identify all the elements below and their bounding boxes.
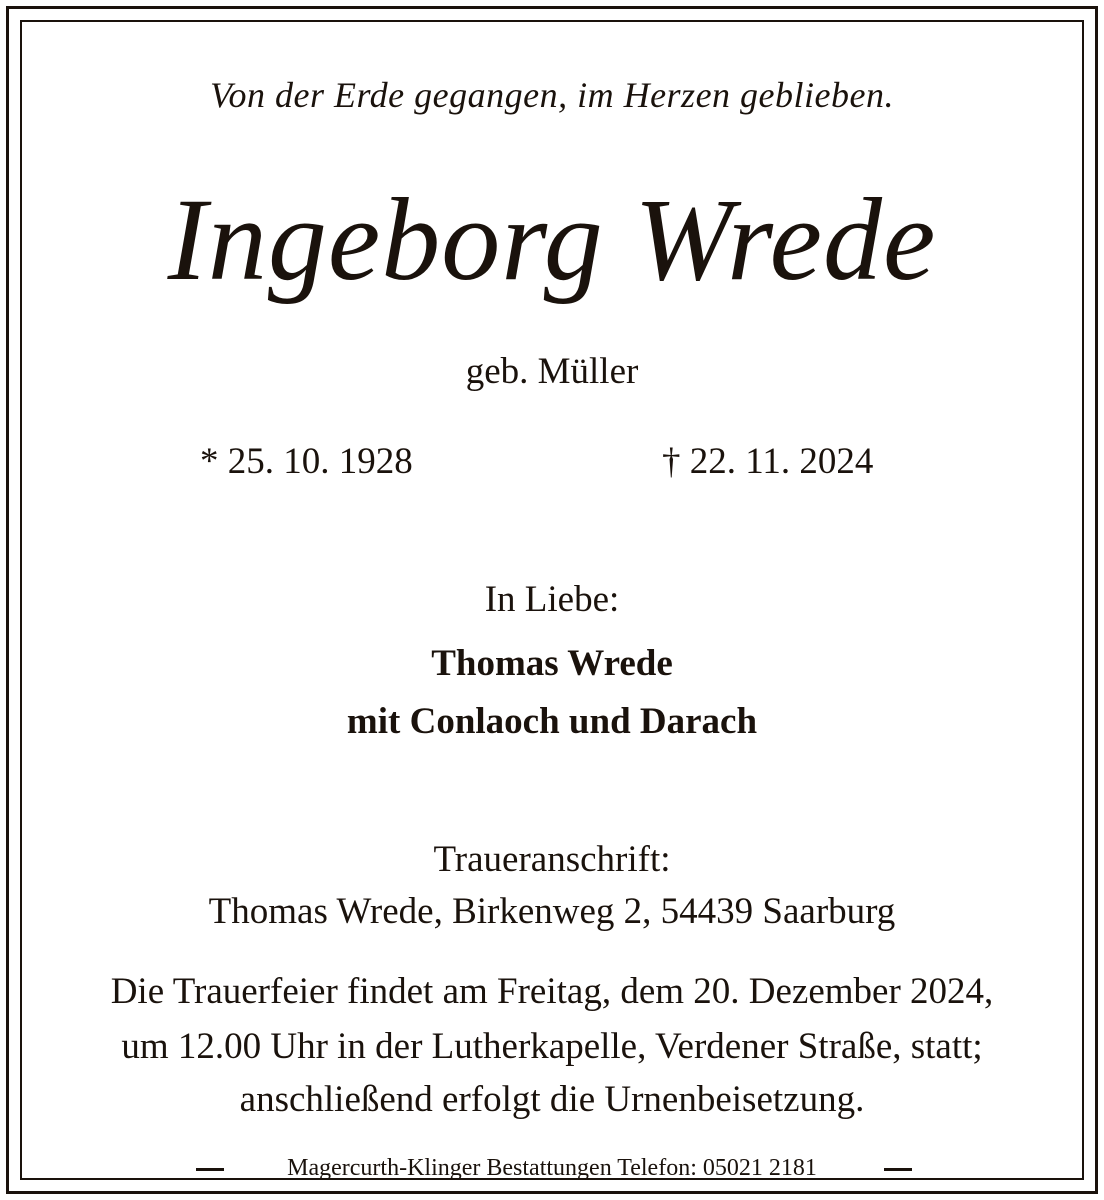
address-heading: Traueranschrift: [433,839,671,880]
undertaker-footer: Magercurth-Klinger Bestattungen Telefon: 05021 2181 [287,1155,817,1181]
address-value: Thomas Wrede, Birkenweg 2, 54439 Saarburg [208,891,896,932]
family-line-2: mit Conlaoch und Darach [346,701,758,742]
deceased-name: Ingeborg Wrede [167,174,937,305]
in-love-label: In Liebe: [484,579,620,620]
motto: Von der Erde gegangen, im Herzen geblieben. [209,75,894,115]
maiden-name: geb. Müller [465,351,639,392]
funeral-line-1: Die Trauerfeier findet am Freitag, dem 20. Dezember 2024, [110,971,994,1012]
birth-date: * 25. 10. 1928 [200,441,413,482]
family-line-1: Thomas Wrede [431,643,673,684]
funeral-line-3: anschließend erfolgt die Urnenbeisetzung. [239,1079,865,1120]
death-date: † 22. 11. 2024 [662,441,874,482]
funeral-line-2: um 12.00 Uhr in der Lutherkapelle, Verdener Straße, statt; [121,1026,983,1067]
